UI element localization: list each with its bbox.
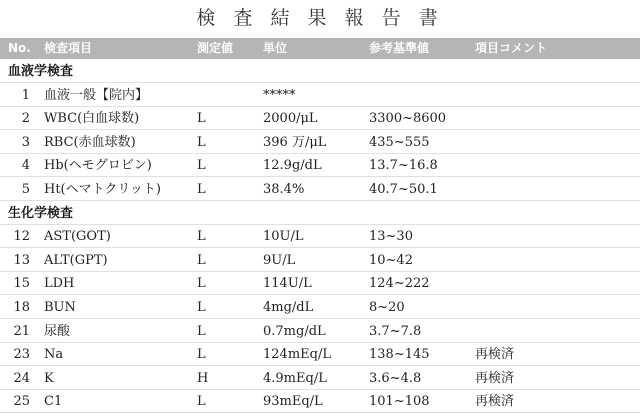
cell-comment: 再検済 bbox=[475, 347, 515, 363]
header-unit: 単位 bbox=[263, 41, 288, 55]
cell-reference: 124~222 bbox=[369, 276, 430, 292]
cell-no: 13 bbox=[13, 252, 30, 268]
cell-reference: 138~145 bbox=[369, 347, 430, 363]
table-row bbox=[0, 321, 640, 343]
header-item: 検査項目 bbox=[44, 41, 93, 55]
cell-flag: L bbox=[197, 111, 206, 127]
cell-no: 15 bbox=[13, 276, 30, 292]
cell-flag: L bbox=[197, 158, 206, 174]
cell-item-name: RBC(赤血球数) bbox=[44, 134, 136, 150]
cell-flag: H bbox=[197, 370, 209, 386]
cell-item-name: Hb(ヘモグロビン) bbox=[44, 158, 152, 174]
cell-value: 93mEq/L bbox=[263, 394, 323, 410]
cell-flag: L bbox=[197, 229, 206, 245]
cell-reference: 435~555 bbox=[369, 134, 430, 150]
cell-reference: 101~108 bbox=[369, 394, 430, 410]
section-label: 血液学検査 bbox=[8, 64, 74, 79]
cell-value: ***** bbox=[263, 87, 296, 103]
cell-no: 1 bbox=[21, 87, 30, 103]
section-header bbox=[0, 61, 640, 83]
cell-comment: 再検済 bbox=[475, 394, 515, 410]
table-header bbox=[0, 38, 640, 59]
table-row bbox=[0, 368, 640, 390]
header-reference: 参考基準値 bbox=[369, 41, 430, 55]
cell-value: 10U/L bbox=[263, 229, 304, 245]
cell-item-name: Na bbox=[44, 347, 64, 363]
cell-flag: L bbox=[197, 182, 206, 197]
cell-item-name: ALT(GPT) bbox=[44, 252, 108, 268]
cell-reference: 40.7~50.1 bbox=[369, 182, 438, 197]
cell-item-name: WBC(白血球数) bbox=[44, 111, 140, 127]
cell-flag: L bbox=[197, 252, 206, 268]
section-label: 生化学検査 bbox=[8, 205, 74, 221]
table-row bbox=[0, 226, 640, 248]
report-title: 検 査 結 果 報 告 書 bbox=[196, 7, 444, 29]
cell-value: 38.4% bbox=[263, 182, 305, 197]
table-row bbox=[0, 250, 640, 272]
cell-item-name: LDH bbox=[44, 276, 75, 292]
cell-flag: L bbox=[197, 300, 206, 315]
cell-flag: L bbox=[197, 323, 206, 339]
cell-flag: L bbox=[197, 134, 206, 150]
header-flag: 測定値 bbox=[197, 41, 234, 55]
cell-item-name: C1 bbox=[44, 394, 63, 410]
cell-item-name: BUN bbox=[44, 300, 76, 315]
cell-reference: 3.6~4.8 bbox=[369, 370, 422, 386]
cell-value: 4mg/dL bbox=[263, 300, 314, 315]
cell-no: 23 bbox=[13, 347, 30, 363]
cell-comment: 再検済 bbox=[475, 370, 515, 386]
cell-flag: L bbox=[197, 394, 206, 410]
cell-no: 18 bbox=[13, 300, 30, 315]
table-row bbox=[0, 273, 640, 295]
cell-value: 4.9mEq/L bbox=[263, 370, 327, 386]
table-row bbox=[0, 132, 640, 154]
cell-no: 3 bbox=[21, 134, 30, 150]
cell-reference: 3.7~7.8 bbox=[369, 323, 422, 339]
section-header bbox=[0, 203, 640, 225]
cell-reference: 13~30 bbox=[369, 229, 413, 245]
cell-no: 21 bbox=[13, 323, 30, 339]
cell-value: 124mEq/L bbox=[263, 347, 331, 363]
cell-value: 0.7mg/dL bbox=[263, 323, 326, 339]
cell-flag: L bbox=[197, 276, 206, 292]
cell-item-name: AST(GOT) bbox=[44, 229, 111, 245]
header-comment: 項目コメント bbox=[475, 41, 548, 55]
cell-item-name: K bbox=[44, 370, 54, 386]
cell-reference: 10~42 bbox=[369, 252, 413, 268]
cell-no: 25 bbox=[13, 394, 30, 410]
cell-value: 12.9g/dL bbox=[263, 158, 322, 174]
cell-no: 12 bbox=[13, 229, 30, 245]
cell-item-name: 尿酸 bbox=[44, 323, 71, 339]
table-row bbox=[0, 344, 640, 366]
cell-reference: 3300~8600 bbox=[369, 111, 447, 127]
cell-reference: 8~20 bbox=[369, 300, 405, 315]
table-row bbox=[0, 179, 640, 201]
cell-no: 4 bbox=[21, 158, 30, 174]
table-row bbox=[0, 297, 640, 319]
cell-value: 9U/L bbox=[263, 252, 296, 268]
cell-flag: L bbox=[197, 347, 206, 363]
cell-value: 2000/μL bbox=[263, 111, 318, 127]
cell-value: 114U/L bbox=[263, 276, 312, 292]
table-row bbox=[0, 85, 640, 107]
cell-reference: 13.7~16.8 bbox=[369, 158, 438, 174]
cell-value: 396 万/μL bbox=[263, 134, 327, 150]
cell-no: 5 bbox=[21, 182, 30, 197]
cell-no: 2 bbox=[21, 111, 30, 127]
cell-no: 24 bbox=[13, 370, 30, 386]
table-row bbox=[0, 155, 640, 177]
table-row bbox=[0, 391, 640, 413]
cell-item-name: 血液一般【院内】 bbox=[44, 87, 149, 103]
header-no: No. bbox=[8, 41, 31, 55]
cell-item-name: Ht(ヘマトクリット) bbox=[44, 182, 161, 197]
table-row bbox=[0, 108, 640, 130]
